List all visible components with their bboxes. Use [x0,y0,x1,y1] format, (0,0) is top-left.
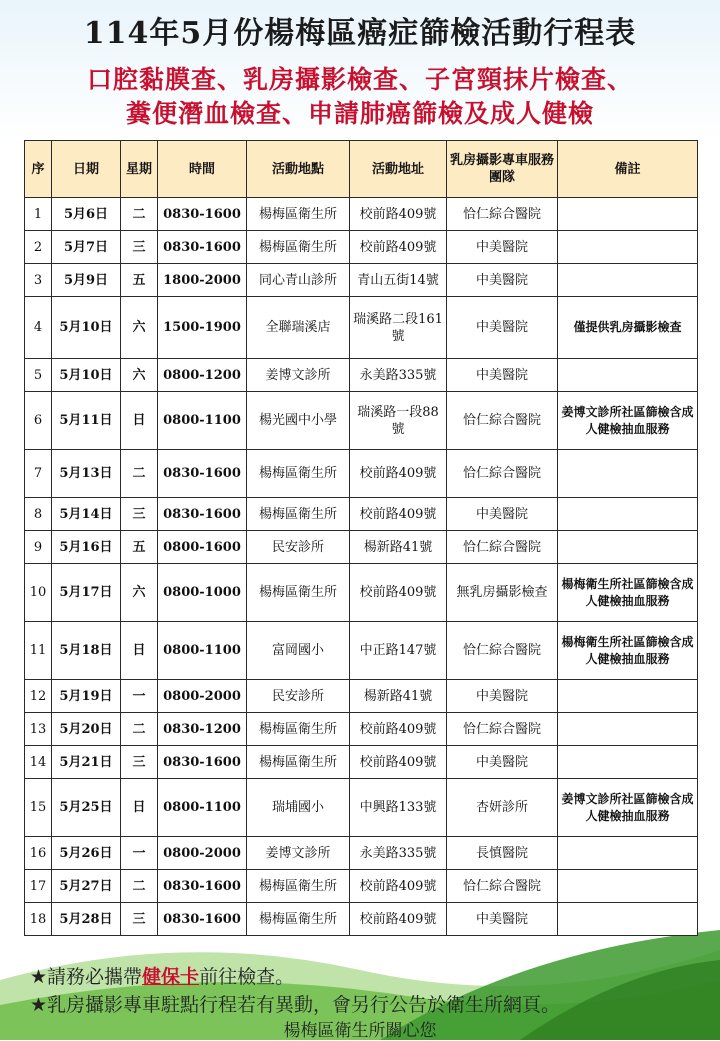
cell-team: 恰仁綜合醫院 [447,622,558,680]
cell-place: 楊梅區衛生所 [247,903,350,936]
cell-note [558,837,698,870]
cell-no: 10 [25,564,52,622]
cell-date: 5月18日 [52,622,121,680]
cell-no: 3 [25,264,52,297]
cell-wd: 五 [121,531,158,564]
cell-wd: 五 [121,264,158,297]
cell-note [558,746,698,779]
cell-date: 5月21日 [52,746,121,779]
cell-time: 0800-2000 [158,680,247,713]
cell-note [558,713,698,746]
cell-addr: 校前路409號 [350,450,447,498]
cell-no: 15 [25,779,52,837]
cell-team: 恰仁綜合醫院 [447,713,558,746]
header-cell: 星期 [121,141,158,198]
header-cell: 時間 [158,141,247,198]
footer-note-2: ★乳房攝影專車駐點行程若有異動，會另行公告於衛生所網頁。 [30,994,561,1016]
cell-place: 楊梅區衛生所 [247,198,350,231]
cell-note [558,231,698,264]
cell-time: 1800-2000 [158,264,247,297]
cell-team: 中美醫院 [447,264,558,297]
cell-date: 5月28日 [52,903,121,936]
table-row [25,746,698,779]
cell-note [558,198,698,231]
cell-place: 楊梅區衛生所 [247,746,350,779]
table-row [25,450,698,498]
cell-addr: 校前路409號 [350,231,447,264]
cell-time: 0800-1100 [158,779,247,837]
cell-no: 18 [25,903,52,936]
table-row [25,713,698,746]
schedule-table [24,140,698,936]
cell-wd: 三 [121,498,158,531]
cell-place: 民安診所 [247,531,350,564]
cell-wd: 二 [121,870,158,903]
cell-time: 0800-1100 [158,622,247,680]
cell-note: 僅提供乳房攝影檢查 [558,297,698,359]
cell-note [558,680,698,713]
header-cell: 序 [25,141,52,198]
cell-team: 恰仁綜合醫院 [447,531,558,564]
cell-date: 5月10日 [52,297,121,359]
cell-no: 12 [25,680,52,713]
cell-note [558,498,698,531]
cell-wd: 日 [121,622,158,680]
table-row [25,531,698,564]
cell-no: 14 [25,746,52,779]
table-row [25,564,698,622]
cell-time: 1500-1900 [158,297,247,359]
cell-time: 0830-1600 [158,498,247,531]
cell-place: 楊梅區衛生所 [247,450,350,498]
cell-place: 全聯瑞溪店 [247,297,350,359]
cell-date: 5月6日 [52,198,121,231]
cell-note [558,531,698,564]
footer-note-1 [30,962,294,989]
subtitle-line-2: 糞便潛血檢查、申請肺癌篩檢及成人健檢 [125,99,594,128]
subtitle-line-1: 口腔黏膜查、乳房攝影檢查、子宮頸抹片檢查、 [86,65,633,94]
cell-place: 瑞埔國小 [247,779,350,837]
cell-time: 0830-1600 [158,450,247,498]
cell-addr: 校前路409號 [350,903,447,936]
cell-note: 楊梅衛生所社區篩檢含成人健檢抽血服務 [558,564,698,622]
cell-wd: 一 [121,680,158,713]
cell-team: 恰仁綜合醫院 [447,450,558,498]
cell-place: 楊梅區衛生所 [247,564,350,622]
cell-addr: 校前路409號 [350,713,447,746]
header-cell: 活動地點 [247,141,350,198]
cell-note: 楊梅衛生所社區篩檢含成人健檢抽血服務 [558,622,698,680]
cell-date: 5月17日 [52,564,121,622]
cell-addr: 瑞溪路一段88號 [350,392,447,450]
cell-wd: 日 [121,392,158,450]
cell-team: 中美醫院 [447,359,558,392]
table-row [25,622,698,680]
cell-date: 5月9日 [52,264,121,297]
cell-team: 無乳房攝影檢查 [447,564,558,622]
cell-date: 5月16日 [52,531,121,564]
cell-time: 0800-2000 [158,837,247,870]
cell-wd: 二 [121,713,158,746]
cell-date: 5月20日 [52,713,121,746]
cell-wd: 六 [121,359,158,392]
cell-addr: 校前路409號 [350,564,447,622]
cell-date: 5月10日 [52,359,121,392]
cell-addr: 中正路147號 [350,622,447,680]
table-row [25,680,698,713]
table-row [25,392,698,450]
cell-time: 0800-1600 [158,531,247,564]
cell-date: 5月25日 [52,779,121,837]
cell-wd: 三 [121,231,158,264]
cell-date: 5月26日 [52,837,121,870]
cell-addr: 校前路409號 [350,870,447,903]
cell-addr: 校前路409號 [350,746,447,779]
cell-place: 富岡國小 [247,622,350,680]
cell-no: 16 [25,837,52,870]
header-cell: 日期 [52,141,121,198]
cell-wd: 二 [121,450,158,498]
cell-addr: 楊新路41號 [350,531,447,564]
cell-wd: 六 [121,564,158,622]
cell-time: 0830-1600 [158,870,247,903]
cell-no: 5 [25,359,52,392]
table-row [25,231,698,264]
table-row [25,837,698,870]
cell-no: 2 [25,231,52,264]
header-cell: 活動地址 [350,141,447,198]
cell-wd: 二 [121,198,158,231]
cell-date: 5月19日 [52,680,121,713]
cell-addr: 瑞溪路二段161號 [350,297,447,359]
health-card-highlight: 健保卡 [142,966,200,988]
cell-team: 中美醫院 [447,680,558,713]
cell-addr: 中興路133號 [350,779,447,837]
cell-team: 杏妍診所 [447,779,558,837]
header-cell: 備註 [558,141,698,198]
table-row [25,297,698,359]
cell-time: 0830-1200 [158,713,247,746]
cell-time: 0830-1600 [158,746,247,779]
table-row [25,198,698,231]
cell-team: 恰仁綜合醫院 [447,198,558,231]
table-row [25,870,698,903]
cell-team: 長慎醫院 [447,837,558,870]
cell-wd: 六 [121,297,158,359]
cell-addr: 永美路335號 [350,359,447,392]
cell-date: 5月14日 [52,498,121,531]
cell-no: 6 [25,392,52,450]
cell-place: 楊梅區衛生所 [247,713,350,746]
cell-time: 0800-1000 [158,564,247,622]
cell-addr: 校前路409號 [350,498,447,531]
cell-wd: 三 [121,746,158,779]
cell-time: 0830-1600 [158,198,247,231]
cell-no: 13 [25,713,52,746]
cell-note: 姜博文診所社區篩檢含成人健檢抽血服務 [558,779,698,837]
cell-place: 楊光國中小學 [247,392,350,450]
cell-no: 17 [25,870,52,903]
footer-note-1-post: 前往檢查。 [199,966,295,988]
cell-team: 恰仁綜合醫院 [447,870,558,903]
cell-team: 中美醫院 [447,746,558,779]
cell-time: 0800-1100 [158,392,247,450]
cell-time: 0800-1200 [158,359,247,392]
table-row [25,359,698,392]
cell-date: 5月27日 [52,870,121,903]
cell-place: 姜博文診所 [247,359,350,392]
table-row [25,779,698,837]
cell-addr: 青山五街14號 [350,264,447,297]
cell-time: 0830-1600 [158,231,247,264]
cell-date: 5月13日 [52,450,121,498]
footer-note-1-pre: ★請務必攜帶 [30,966,143,988]
table-row [25,903,698,936]
cell-no: 11 [25,622,52,680]
header-cell: 乳房攝影專車服務團隊 [447,141,558,198]
cell-team: 中美醫院 [447,903,558,936]
cell-date: 5月11日 [52,392,121,450]
cell-place: 同心青山診所 [247,264,350,297]
cell-addr: 永美路335號 [350,837,447,870]
cell-addr: 校前路409號 [350,198,447,231]
footer-signature: 楊梅區衛生所關心您 [283,1021,437,1041]
cell-note [558,359,698,392]
cell-team: 中美醫院 [447,498,558,531]
cell-time: 0830-1600 [158,903,247,936]
cell-no: 8 [25,498,52,531]
cell-note: 姜博文診所社區篩檢含成人健檢抽血服務 [558,392,698,450]
cell-place: 楊梅區衛生所 [247,870,350,903]
cell-no: 7 [25,450,52,498]
cell-note [558,450,698,498]
table-row [25,264,698,297]
cell-no: 4 [25,297,52,359]
cell-place: 姜博文診所 [247,837,350,870]
cell-team: 中美醫院 [447,297,558,359]
cell-no: 1 [25,198,52,231]
cell-place: 楊梅區衛生所 [247,231,350,264]
cell-wd: 三 [121,903,158,936]
table-header-row [25,141,698,198]
table-row [25,498,698,531]
cell-wd: 日 [121,779,158,837]
cell-team: 恰仁綜合醫院 [447,392,558,450]
cell-note [558,903,698,936]
cell-wd: 一 [121,837,158,870]
cell-team: 中美醫院 [447,231,558,264]
page-title: 114年5月份楊梅區癌症篩檢活動行程表 [83,16,637,51]
cell-place: 民安診所 [247,680,350,713]
cell-date: 5月7日 [52,231,121,264]
cell-note [558,264,698,297]
cell-addr: 楊新路41號 [350,680,447,713]
cell-note [558,870,698,903]
cell-no: 9 [25,531,52,564]
cell-place: 楊梅區衛生所 [247,498,350,531]
